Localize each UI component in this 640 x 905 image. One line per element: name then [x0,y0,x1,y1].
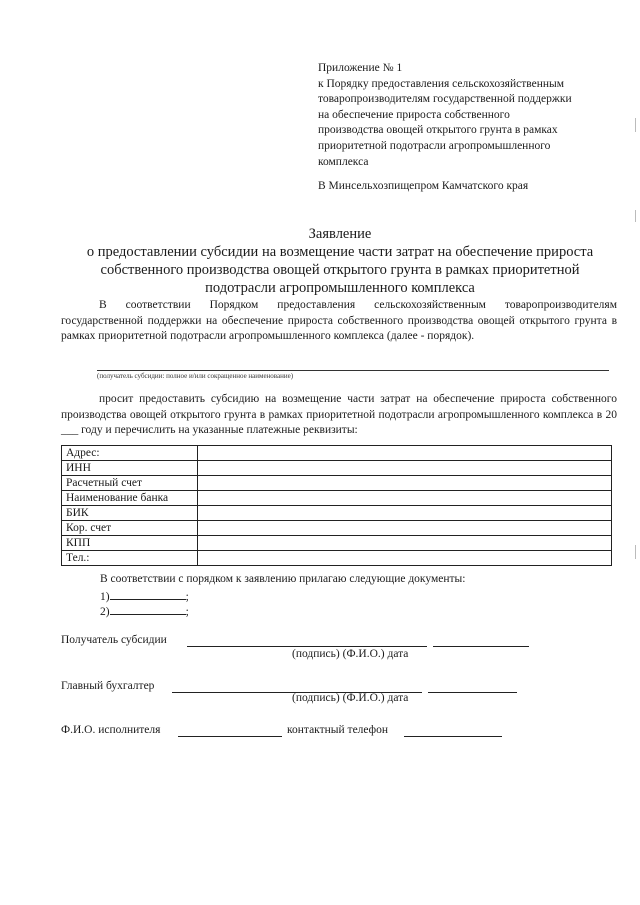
requisite-value[interactable] [198,476,612,491]
table-row [62,446,612,461]
document-item-field[interactable] [110,603,186,615]
recipient-signature-line[interactable] [187,645,427,647]
requisite-label: КПП [62,536,198,551]
document-subtitle-line: собственного производства овощей открытого грунта в рамках приоритетной [100,262,580,278]
document-subtitle-line: о предоставлении субсидии на возмещение части затрат на обеспечение прироста [86,244,594,260]
addressee: В Минсельхозпищепром Камчатского края [318,180,529,192]
appendix-block [318,61,618,170]
requisite-value[interactable] [198,491,612,506]
table-row [62,461,612,476]
requisite-value[interactable] [198,461,612,476]
requisite-label: Адрес: [62,446,198,461]
document-item-field[interactable] [110,588,186,600]
requisite-label: Наименование банка [62,491,198,506]
appendix-line: товаропроизводителям государственной поддержки [318,93,572,106]
requisite-value[interactable] [198,536,612,551]
requisite-value[interactable] [198,506,612,521]
table-row [62,476,612,491]
document-item-number: 1) [100,591,110,603]
requisite-label: ИНН [62,461,198,476]
requisite-value[interactable] [198,446,612,461]
scan-mark [635,545,636,559]
requisite-value[interactable] [198,521,612,536]
appendix-line: производства овощей открытого грунта в рамках [318,124,558,137]
document-item [100,603,189,618]
scan-mark [635,118,636,132]
phone-label: контактный телефон [287,724,389,736]
document-title: Заявление [308,226,372,242]
scan-mark [635,210,636,222]
document-subtitle-line: подотрасли агропромышленного комплекса [205,280,475,296]
requisite-label: Кор. счет [62,521,198,536]
table-row [62,551,612,566]
table-row [62,491,612,506]
document-item-end: ; [185,591,189,603]
requisite-label: БИК [62,506,198,521]
executor-label: Ф.И.О. исполнителя [61,724,161,736]
executor-name-line[interactable] [178,735,282,737]
request-paragraph: просит предоставить субсидию на возмещение части затрат на обеспечение прироста собственного производства овощей открытого грунта в рамках приоритетной подотрасли агропромышленного комплекса в 20 ___ году и перечислить на указанные платежные реквизиты: [61,393,617,436]
recipient-name-line[interactable] [97,370,609,371]
requisite-label: Расчетный счет [62,476,198,491]
document-heading [40,225,640,297]
appendix-line: приоритетной подотрасли агропромышленного [318,139,551,152]
documents-intro: В соответствии с порядком к заявлению прилагаю следующие документы: [100,573,466,585]
requisite-label: Тел.: [62,551,198,566]
appendix-line: комплекса [318,155,369,168]
appendix-line: к Порядку предоставления сельскохозяйственным [318,77,565,90]
recipient-signature-label: Получатель субсидии [61,634,167,646]
appendix-line: Приложение № 1 [318,62,403,74]
requisites-table [61,445,612,566]
appendix-line: на обеспечение прироста собственного [318,108,510,121]
document-item-number: 2) [100,606,110,618]
recipient-signature-caption: (подпись) (Ф.И.О.) дата [292,648,409,660]
recipient-date-line[interactable] [433,645,529,647]
intro-paragraph: В соответствии Порядком предоставления сельскохозяйственным товаропроизводителям государственной поддержки на обеспечение прироста собственного производства овощей открытого грунта в рамках приоритетной подотрасли агропромышленного комплекса (далее - порядок). [61,299,617,342]
accountant-signature-label: Главный бухгалтер [61,680,155,692]
accountant-date-line[interactable] [428,691,517,693]
table-row [62,521,612,536]
document-item-end: ; [185,606,189,618]
table-row [62,536,612,551]
table-row [62,506,612,521]
requisite-value[interactable] [198,551,612,566]
document-item [100,588,189,603]
phone-line[interactable] [404,735,502,737]
recipient-caption: (получатель субсидии: полное и/или сокращенное наименование) [97,372,294,380]
accountant-signature-caption: (подпись) (Ф.И.О.) дата [292,692,409,704]
